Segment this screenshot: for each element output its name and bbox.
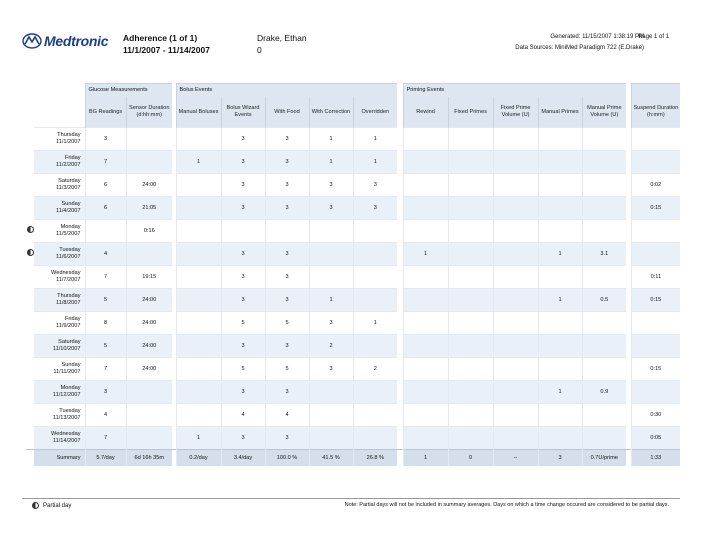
cell-rewind — [403, 358, 448, 381]
row-day-name: Saturday — [58, 339, 81, 345]
row-day-name: Wednesday — [51, 431, 81, 437]
cell-fixed — [448, 197, 493, 220]
group-header-row — [26, 84, 680, 98]
cell-fixed — [448, 358, 493, 381]
cell-correction — [309, 427, 353, 450]
cell-overridden — [353, 289, 397, 312]
cell-bg: 5 — [85, 289, 126, 312]
cell-bg: 5 — [85, 335, 126, 358]
cell-fixed — [448, 220, 493, 243]
cell-manual-primes — [538, 151, 582, 174]
cell-suspend — [631, 151, 680, 174]
cell-bg: 4 — [85, 243, 126, 266]
row-date — [34, 197, 85, 220]
cell-manual-vol — [582, 404, 626, 427]
cell-overridden: 1 — [353, 312, 397, 335]
cell-fixed-vol — [493, 151, 538, 174]
cell-rewind — [403, 197, 448, 220]
cell-manual — [176, 220, 221, 243]
cell-bg: 3 — [85, 128, 126, 151]
cell-fixed — [448, 427, 493, 450]
cell-fixed — [448, 404, 493, 427]
patient-id: 0 — [257, 45, 262, 55]
cell-wizard: 4 — [221, 404, 265, 427]
cell-wizard: 3 — [221, 266, 265, 289]
row-date — [34, 289, 85, 312]
cell-sensor — [126, 243, 172, 266]
cell-sensor: 0:16 — [126, 220, 172, 243]
cell-food: 5 — [265, 358, 309, 381]
group-suspend-empty — [631, 84, 680, 98]
cell-suspend — [631, 220, 680, 243]
footer-note: Note: Partial days will not be included in summary averages. Days on which a time change occured are considered to be partial days. — [344, 502, 669, 508]
summary-label: Summary — [34, 450, 85, 467]
cell-manual-vol — [582, 220, 626, 243]
patient-block — [257, 32, 307, 56]
cell-rewind — [403, 404, 448, 427]
date-range: 11/1/2007 - 11/14/2007 — [123, 45, 210, 55]
summary-rewind: 1 — [403, 450, 448, 467]
col-overridden: Overridden — [353, 97, 397, 128]
cell-sensor — [126, 151, 172, 174]
cell-manual-vol — [582, 312, 626, 335]
cell-fixed-vol — [493, 243, 538, 266]
row-date-value: 11/6/2007 — [56, 254, 81, 260]
cell-manual-vol — [582, 174, 626, 197]
cell-fixed — [448, 335, 493, 358]
cell-wizard: 3 — [221, 151, 265, 174]
row-date — [34, 243, 85, 266]
row-date — [34, 335, 85, 358]
cell-food: 3 — [265, 197, 309, 220]
cell-suspend: 0:11 — [631, 266, 680, 289]
cell-fixed-vol — [493, 381, 538, 404]
cell-correction: 1 — [309, 289, 353, 312]
row-date — [34, 427, 85, 450]
summary-sensor: 6d 16h 35m — [126, 450, 172, 467]
cell-sensor: 24:00 — [126, 174, 172, 197]
cell-sensor: 24:00 — [126, 312, 172, 335]
cell-bg: 7 — [85, 151, 126, 174]
cell-food: 3 — [265, 128, 309, 151]
cell-correction: 3 — [309, 174, 353, 197]
row-date-value: 11/10/2007 — [52, 346, 81, 352]
summary-bg: 5.7/day — [85, 450, 126, 467]
row-date — [34, 266, 85, 289]
cell-sensor: 19:15 — [126, 266, 172, 289]
cell-manual-primes — [538, 335, 582, 358]
cell-wizard: 5 — [221, 358, 265, 381]
row-date-value: 11/13/2007 — [52, 415, 81, 421]
row-day-name: Sunday — [61, 201, 81, 207]
row-date-value: 11/1/2007 — [56, 139, 81, 145]
data-sources: Data Sources: MiniMed Paradigm 722 (E.Drake) — [515, 45, 644, 51]
cell-wizard: 3 — [221, 381, 265, 404]
col-with-food: With Food — [265, 97, 309, 128]
cell-rewind — [403, 312, 448, 335]
cell-food: 3 — [265, 243, 309, 266]
cell-correction — [309, 266, 353, 289]
partial-day-icon — [27, 249, 34, 256]
table-row — [26, 312, 680, 335]
cell-overridden: 3 — [353, 197, 397, 220]
cell-wizard: 3 — [221, 427, 265, 450]
cell-manual-primes: 1 — [538, 381, 582, 404]
cell-fixed-vol — [493, 174, 538, 197]
medtronic-logo — [22, 33, 108, 49]
legend-label: Partial day — [43, 502, 72, 509]
row-date-value: 11/8/2007 — [56, 300, 81, 306]
cell-wizard: 3 — [221, 128, 265, 151]
cell-sensor — [126, 128, 172, 151]
medtronic-logo-icon — [22, 33, 42, 49]
cell-manual-vol — [582, 151, 626, 174]
cell-food: 4 — [265, 404, 309, 427]
row-date-value: 11/4/2007 — [56, 208, 81, 214]
summary-correction: 41.5 % — [309, 450, 353, 467]
summary-fixed-vol: -- — [493, 450, 538, 467]
cell-manual-vol: 0.5 — [582, 289, 626, 312]
cell-manual-vol — [582, 197, 626, 220]
cell-correction: 3 — [309, 312, 353, 335]
cell-manual-vol — [582, 358, 626, 381]
row-date-value: 11/11/2007 — [53, 369, 81, 375]
cell-overridden: 1 — [353, 128, 397, 151]
cell-suspend — [631, 243, 680, 266]
cell-bg: 3 — [85, 381, 126, 404]
group-bolus: Bolus Events — [176, 84, 397, 98]
table-row — [26, 197, 680, 220]
cell-manual-primes — [538, 358, 582, 381]
report-title: Adherence (1 of 1) — [123, 33, 198, 43]
row-day-name: Thursday — [57, 132, 81, 138]
cell-fixed — [448, 312, 493, 335]
cell-manual-vol: 3.1 — [582, 243, 626, 266]
cell-manual — [176, 289, 221, 312]
summary-manual-primes: 3 — [538, 450, 582, 467]
summary-row — [26, 450, 680, 467]
row-date-value: 11/9/2007 — [56, 323, 81, 329]
cell-sensor — [126, 404, 172, 427]
cell-overridden: 2 — [353, 358, 397, 381]
cell-manual-primes — [538, 312, 582, 335]
cell-manual-primes — [538, 128, 582, 151]
row-day-name: Monday — [60, 385, 81, 391]
col-fixed-primes: Fixed Primes — [448, 97, 493, 128]
cell-rewind — [403, 381, 448, 404]
cell-manual-primes — [538, 197, 582, 220]
row-date — [34, 128, 85, 151]
cell-overridden — [353, 266, 397, 289]
cell-rewind: 1 — [403, 243, 448, 266]
cell-wizard: 3 — [221, 174, 265, 197]
cell-suspend — [631, 128, 680, 151]
cell-manual — [176, 381, 221, 404]
cell-fixed-vol — [493, 197, 538, 220]
row-date — [34, 312, 85, 335]
cell-overridden — [353, 220, 397, 243]
row-day-name: Tuesday — [59, 247, 81, 253]
generated-timestamp: Generated: 11/15/2007 1:38:19 PM — [550, 34, 644, 40]
row-date-value: 11/3/2007 — [56, 185, 81, 191]
summary-fixed: 0 — [448, 450, 493, 467]
table-row — [26, 266, 680, 289]
row-date-value: 11/5/2007 — [56, 231, 81, 237]
row-day-name: Thursday — [57, 293, 81, 299]
cell-sensor: 24:00 — [126, 335, 172, 358]
cell-sensor: 21:05 — [126, 197, 172, 220]
cell-bg: 7 — [85, 427, 126, 450]
cell-wizard: 3 — [221, 243, 265, 266]
cell-rewind — [403, 266, 448, 289]
cell-overridden — [353, 381, 397, 404]
col-bolus-wizard: Bolus Wizard Events — [221, 97, 265, 128]
report-header — [0, 0, 701, 60]
cell-fixed — [448, 289, 493, 312]
cell-fixed-vol — [493, 220, 538, 243]
cell-food — [265, 220, 309, 243]
col-manual-prime-volume: Manual Prime Volume (U) — [582, 97, 626, 128]
row-date — [34, 381, 85, 404]
cell-manual-vol — [582, 427, 626, 450]
table-row — [26, 289, 680, 312]
summary-food: 100.0 % — [265, 450, 309, 467]
cell-fixed — [448, 128, 493, 151]
cell-correction — [309, 243, 353, 266]
cell-manual — [176, 243, 221, 266]
cell-correction: 3 — [309, 197, 353, 220]
row-day-name: Sunday — [61, 362, 81, 368]
row-date — [34, 358, 85, 381]
row-date-value: 11/14/2007 — [52, 438, 81, 444]
cell-manual-primes — [538, 220, 582, 243]
cell-manual-primes: 1 — [538, 243, 582, 266]
cell-correction: 1 — [309, 151, 353, 174]
column-header-row — [26, 97, 680, 128]
cell-correction: 2 — [309, 335, 353, 358]
report-title-block — [123, 32, 210, 56]
cell-manual — [176, 197, 221, 220]
cell-wizard: 3 — [221, 289, 265, 312]
cell-manual — [176, 312, 221, 335]
summary-overridden: 26.8 % — [353, 450, 397, 467]
row-date — [34, 220, 85, 243]
cell-fixed — [448, 266, 493, 289]
cell-wizard: 3 — [221, 335, 265, 358]
cell-fixed-vol — [493, 312, 538, 335]
group-priming: Priming Events — [403, 84, 626, 98]
row-day-name: Friday — [64, 155, 81, 161]
cell-fixed — [448, 243, 493, 266]
table-row — [26, 427, 680, 450]
patient-name: Drake, Ethan — [257, 33, 307, 43]
row-day-name: Tuesday — [59, 408, 81, 414]
cell-suspend — [631, 312, 680, 335]
row-date-value: 11/2/2007 — [56, 162, 81, 168]
row-date — [34, 404, 85, 427]
table-row — [26, 404, 680, 427]
cell-sensor: 24:00 — [126, 289, 172, 312]
row-date-value: 11/7/2007 — [56, 277, 81, 283]
cell-food: 3 — [265, 151, 309, 174]
partial-day-legend — [32, 502, 71, 509]
summary-suspend: 1:33 — [631, 450, 680, 467]
cell-food: 3 — [265, 335, 309, 358]
cell-manual — [176, 404, 221, 427]
table-body — [26, 128, 680, 450]
table-row — [26, 174, 680, 197]
cell-manual-primes — [538, 404, 582, 427]
col-sensor-duration: Sensor Duration (d:hh:mm) — [126, 97, 172, 128]
col-with-correction: With Correction — [309, 97, 353, 128]
cell-bg: 4 — [85, 404, 126, 427]
cell-fixed — [448, 381, 493, 404]
cell-suspend: 0:05 — [631, 427, 680, 450]
cell-rewind — [403, 174, 448, 197]
cell-fixed-vol — [493, 427, 538, 450]
cell-fixed-vol — [493, 266, 538, 289]
cell-suspend: 0:15 — [631, 289, 680, 312]
cell-rewind — [403, 220, 448, 243]
cell-rewind — [403, 128, 448, 151]
cell-manual-vol — [582, 266, 626, 289]
cell-bg: 7 — [85, 358, 126, 381]
cell-rewind — [403, 427, 448, 450]
cell-rewind — [403, 335, 448, 358]
cell-suspend: 0:15 — [631, 358, 680, 381]
cell-fixed — [448, 174, 493, 197]
summary-manual-vol: 0.7U/prime — [582, 450, 626, 467]
cell-manual-primes — [538, 266, 582, 289]
footer-divider — [22, 498, 680, 499]
cell-sensor — [126, 381, 172, 404]
cell-manual — [176, 358, 221, 381]
cell-bg: 7 — [85, 266, 126, 289]
row-date-value: 11/12/2007 — [52, 392, 81, 398]
partial-day-icon — [27, 226, 34, 233]
cell-bg: 8 — [85, 312, 126, 335]
cell-bg: 6 — [85, 174, 126, 197]
cell-manual — [176, 335, 221, 358]
table-row — [26, 358, 680, 381]
cell-manual — [176, 128, 221, 151]
logo-text: Medtronic — [44, 33, 109, 49]
summary-manual: 0.2/day — [176, 450, 221, 467]
cell-sensor: 24:00 — [126, 358, 172, 381]
cell-overridden — [353, 335, 397, 358]
table-row — [26, 243, 680, 266]
row-date — [34, 174, 85, 197]
cell-suspend — [631, 381, 680, 404]
row-date — [34, 151, 85, 174]
cell-food: 5 — [265, 312, 309, 335]
cell-correction — [309, 220, 353, 243]
cell-wizard — [221, 220, 265, 243]
cell-fixed-vol — [493, 335, 538, 358]
cell-wizard: 5 — [221, 312, 265, 335]
cell-overridden: 3 — [353, 174, 397, 197]
cell-overridden: 1 — [353, 151, 397, 174]
cell-overridden — [353, 243, 397, 266]
table-row — [26, 151, 680, 174]
cell-fixed — [448, 151, 493, 174]
cell-wizard: 3 — [221, 197, 265, 220]
summary-wizard: 3.4/day — [221, 450, 265, 467]
cell-rewind — [403, 289, 448, 312]
cell-fixed-vol — [493, 128, 538, 151]
cell-bg: 6 — [85, 197, 126, 220]
page-number: Page 1 of 1 — [638, 34, 669, 40]
cell-fixed-vol — [493, 404, 538, 427]
cell-fixed-vol — [493, 289, 538, 312]
cell-food: 3 — [265, 289, 309, 312]
table-row — [26, 381, 680, 404]
cell-suspend — [631, 335, 680, 358]
cell-correction: 3 — [309, 358, 353, 381]
col-rewind: Rewind — [403, 97, 448, 128]
cell-suspend: 0:30 — [631, 404, 680, 427]
cell-overridden — [353, 427, 397, 450]
cell-sensor — [126, 427, 172, 450]
col-suspend-duration: Suspend Duration (h:mm) — [631, 97, 680, 128]
cell-rewind — [403, 151, 448, 174]
cell-manual-primes: 1 — [538, 289, 582, 312]
row-day-name: Monday — [60, 224, 81, 230]
cell-correction — [309, 404, 353, 427]
col-manual-primes: Manual Primes — [538, 97, 582, 128]
table-row — [26, 220, 680, 243]
col-bg-readings: BG Readings — [85, 97, 126, 128]
partial-day-icon — [32, 502, 39, 509]
row-day-name: Friday — [64, 316, 81, 322]
cell-manual — [176, 266, 221, 289]
cell-manual: 1 — [176, 427, 221, 450]
col-fixed-prime-volume: Fixed Prime Volume (U) — [493, 97, 538, 128]
cell-manual: 1 — [176, 151, 221, 174]
cell-correction: 1 — [309, 128, 353, 151]
cell-manual-primes — [538, 427, 582, 450]
cell-suspend: 0:15 — [631, 197, 680, 220]
cell-manual-vol: 0.9 — [582, 381, 626, 404]
row-day-name: Wednesday — [51, 270, 81, 276]
cell-food: 3 — [265, 174, 309, 197]
cell-suspend: 0:02 — [631, 174, 680, 197]
cell-overridden — [353, 404, 397, 427]
adherence-table — [26, 83, 680, 466]
cell-food: 3 — [265, 266, 309, 289]
table-row — [26, 128, 680, 151]
cell-manual — [176, 174, 221, 197]
cell-food: 3 — [265, 427, 309, 450]
cell-correction — [309, 381, 353, 404]
col-manual-boluses: Manual Boluses — [176, 97, 221, 128]
row-day-name: Saturday — [58, 178, 81, 184]
cell-food: 3 — [265, 381, 309, 404]
cell-manual-vol — [582, 335, 626, 358]
cell-bg — [85, 220, 126, 243]
table-row — [26, 335, 680, 358]
cell-manual-vol — [582, 128, 626, 151]
group-glucose: Glucose Measurements — [85, 84, 172, 98]
cell-fixed-vol — [493, 358, 538, 381]
cell-manual-primes — [538, 174, 582, 197]
